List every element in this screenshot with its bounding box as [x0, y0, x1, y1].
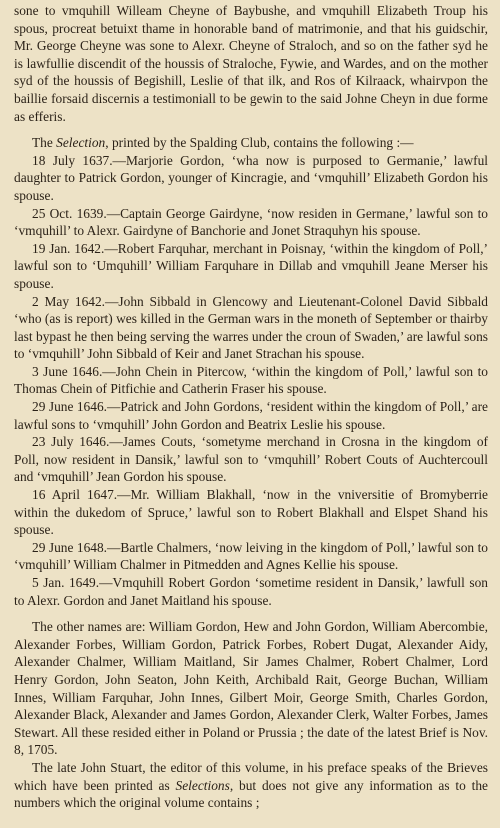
- selection-intro: [14, 134, 488, 152]
- selection-intro-after: , printed by the Spalding Club, contains the following :—: [105, 135, 414, 151]
- brief-entry: 18 July 1637.—Marjorie Gordon, ‘wha now is purposed to Germanie,’ lawful daughter to Patrick Gordon, younger of Kincragie, and ‘vmquhill’ Elizabeth Gordon his spouse.: [14, 152, 488, 203]
- brief-entry: 29 June 1646.—Patrick and John Gordons, ‘resident within the kingdom of Poll,’ are lawful sons to ‘vmquhill’ John Gordon and Beatrix Leslie his spouse.: [14, 399, 488, 432]
- closing-paragraph: [14, 759, 488, 812]
- brief-entry: 2 May 1642.—John Sibbald in Glencowy and Lieutenant-Colonel David Sibbald ‘who (as is report) wes killed in the German wars in the moneth of September or thairby last bypast he then being serving the warres under the croun of Swaden,’ are lawful sons to ‘vmquhill’ John Sibbald of Keir and Janet Strachan his spouse.: [14, 293, 488, 362]
- brief-entry: 19 Jan. 1642.—Robert Farquhar, merchant in Poisnay, ‘within the kingdom of Poll,’ lawful son to ‘Umquhill’ William Farquhare in Dillab and vmquhill Jeane Merser his spouse.: [14, 240, 488, 291]
- brief-entry: 29 June 1648.—Bartle Chalmers, ‘now leiving in the kingdom of Poll,’ lawful son to ‘vmquhill’ William Chalmer in Pitmedden and Agnes Kellie his spouse.: [14, 539, 488, 573]
- selection-intro-before: The: [32, 135, 57, 151]
- brief-entry: 3 June 1646.—John Chein in Pitercow, ‘within the kingdom of Poll,’ lawful son to Thomas Chein of Pitfichie and Catherin Fraser his spouse.: [14, 363, 488, 397]
- brief-entry: 16 April 1647.—Mr. William Blakhall, ‘now in the vniversitie of Bromyberrie within the dukedom of Spruce,’ lawful son to Robert Blakhall and Elspet Shand his spouse.: [14, 487, 488, 538]
- brief-entry: 5 Jan. 1649.—Vmquhill Robert Gordon ‘sometime resident in Dansik,’ lawfull son to Alexr. Gordon and Janet Maitland his spouse.: [14, 575, 488, 608]
- selection-title: Selection: [56, 135, 106, 151]
- brief-entry: 23 July 1646.—James Couts, ‘sometyme merchand in Crosna in the kingdom of Poll, now resident in Dansik,’ lawful son to ‘vmquhill’ Robert Couts of Auchtercoull and ‘vmquhill’ Jean Gordon his spouse.: [14, 434, 488, 485]
- brief-entry: 25 Oct. 1639.—Captain George Gairdyne, ‘now residen in Germane,’ lawful son to ‘vmquhill’ to Alexr. Gairdyne of Banchorie and Jonet Straquhyn his spouse.: [14, 205, 488, 239]
- opening-paragraph: sone to vmquhill Willeam Cheyne of Baybushe, and vmquhill Elizabeth Troup his spous, procreat betuixt thame in honorable band of matrimonie, and that his guidschir, Mr. George Cheyne was sone to Alexr. Cheyne of Straloch, and so on the father syd he is lawfullie discendit of the houssis of Straloche, Fywie, and Wardes, and on the mother syd of the houssis of Begishill, Leslie of that ilk, and Ros of Kilraack, whairvpon the baillie forsaid discernis a testimoniall to be gewin to the said Johne Cheyn in due forme as efferis.: [14, 3, 488, 124]
- closing-before: The late John Stuart, the editor of this volume, in his preface speaks of the Brieves which have been printed as: [14, 759, 488, 793]
- brief-entries: [14, 152, 488, 609]
- selections-term: Selections: [175, 777, 230, 793]
- other-names-paragraph: The other names are: William Gordon, Hew and John Gordon, William Abercombie, Alexander Forbes, William Gordon, Patrick Forbes, Robert Dugat, Alexander Aidy, Alexander Chalmer, William Maitland, Sir James Chalmer, Robert Chalmer, Lord Henry Gordon, John Seaton, John Keith, Archibald Rait, George Buchan, William Innes, William Farquhar, John Innes, Gilbert Moir, George Smith, Charles Gordon, Alexander Black, Alexander and James Gordon, Alexander Clerk, Walter Forbes, James Stewart. All these resided either in Poland or Prussia ; the date of the latest Brief is Nov. 8, 1705.: [14, 619, 488, 758]
- closing-after: , but does not give any information as to the numbers which the original volume contains ;: [14, 777, 489, 811]
